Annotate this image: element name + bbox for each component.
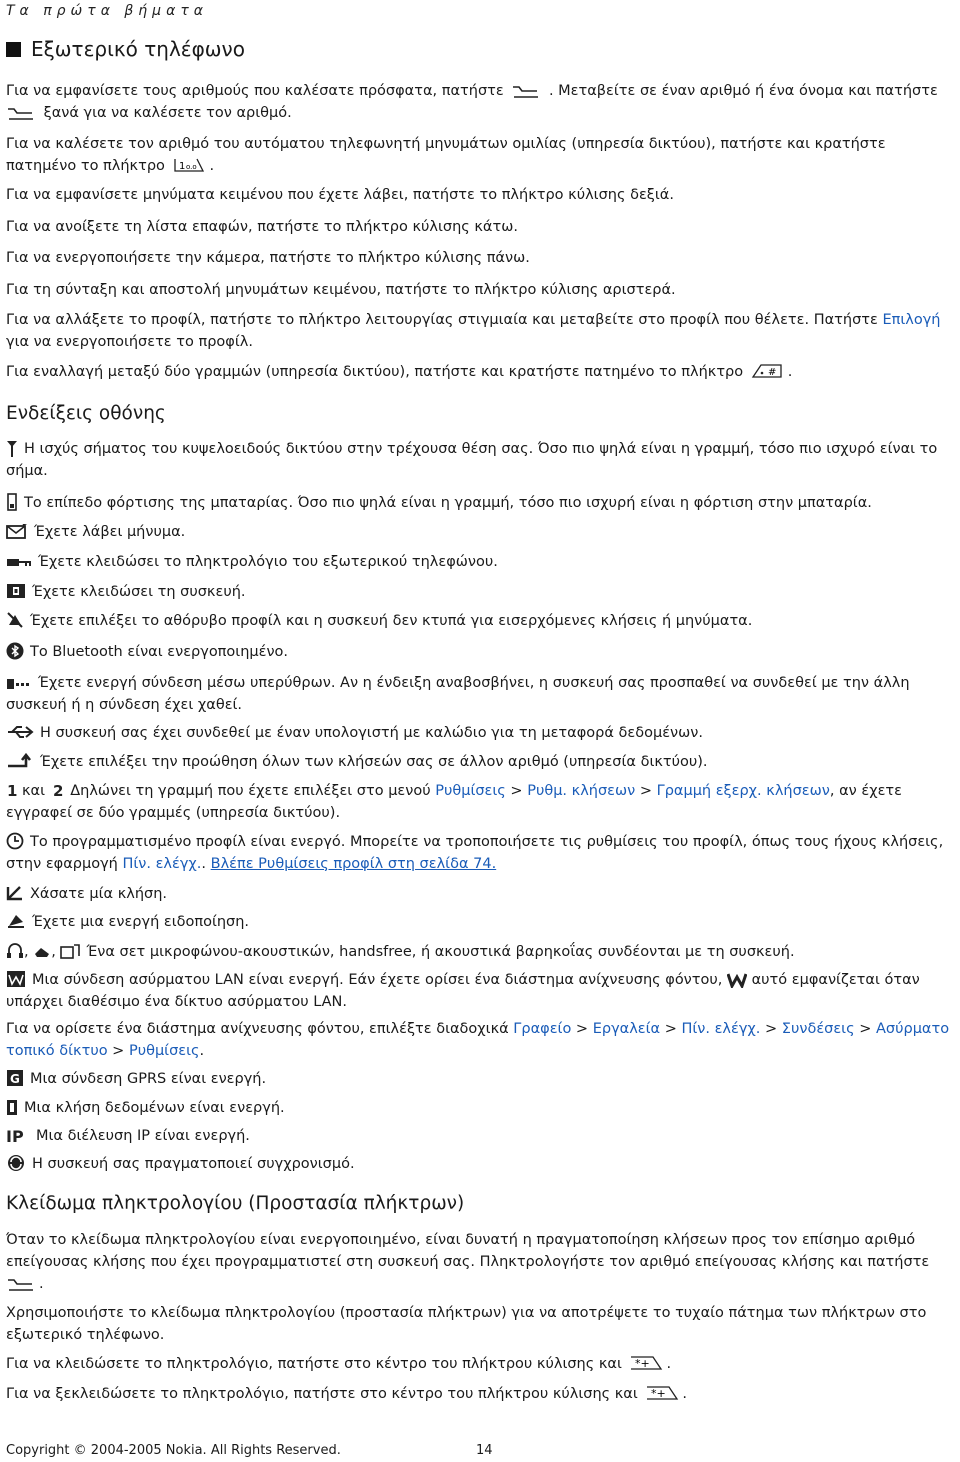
wlan-available-icon xyxy=(727,972,747,988)
para-profile: Για να αλλάξετε το προφίλ, πατήστε το πλήκτρο λειτουργίας στιγμιαία και μεταβείτε στο προφίλ που θέλετε. Πατήστε Επιλογή για να ενεργοποιήσετε το προφίλ. xyxy=(6,312,941,350)
missed-call-icon xyxy=(6,884,24,902)
svg-text:1: 1 xyxy=(7,782,18,799)
wlan-active-icon xyxy=(6,970,26,988)
indicators-heading: Ενδείξεις οθόνης xyxy=(6,403,166,424)
section-title-text: Εξωτερικό τηλέφωνο xyxy=(31,37,245,61)
ind-battery: Το επίπεδο φόρτισης της μπαταρίας. Όσο πιο ψηλά είναι η γραμμή, τόσο πιο ισχυρή είναι η φόρτιση στην μπαταρία. xyxy=(6,492,956,514)
ind-ip: IP Μια διέλευση IP είναι ενεργή. xyxy=(6,1127,250,1144)
keyguard-heading: Κλείδωμα πληκτρολογίου (Προστασία πλήκτρων) xyxy=(6,1193,465,1214)
star-key-icon xyxy=(645,1384,679,1402)
ind-wlan: Μια σύνδεση ασύρματου LAN είναι ενεργή. Εάν έχετε ορίσει ένα διάστημα ανίχνευσης φόντου, αυτό εμφανίζεται όταν υπάρχει διαθέσιμο ένα δίκτυο ασύρματου LAN. xyxy=(6,972,920,1010)
link-outgoing-line: Γραμμή εξερχ. κλήσεων xyxy=(656,783,830,799)
key-1-icon xyxy=(173,156,207,174)
star-key-icon xyxy=(629,1354,663,1372)
ind-infrared: Έχετε ενεργή σύνδεση μέσω υπερύθρων. Αν η ένδειξη αναβοσβήνει, η συσκευή σας προσπαθεί να συνδεθεί με την άλλη συσκευή ή η σύνδεση έχει χαθεί. xyxy=(6,675,910,713)
para-camera: Για να ενεργοποιήσετε την κάμερα, πατήστε το πλήκτρο κύλισης πάνω. xyxy=(6,250,530,266)
para-keyguard-use: Χρησιμοποιήστε το κλείδωμα πληκτρολογίου (προστασία πλήκτρων) για να αποτρέψετε το τυχαίο πάτημα των πλήκτρων στο εξωτερικό τηλέφωνο. xyxy=(6,1305,927,1343)
svg-text:*+: *+ xyxy=(651,1387,667,1400)
profile-settings-ref-link[interactable]: Βλέπε Ρυθμίσεις προφίλ στη σελίδα 74. xyxy=(210,856,497,872)
link-settings: Ρυθμίσεις xyxy=(435,783,506,799)
para-keyguard-lock: Για να κλειδώσετε το πληκτρολόγιο, πατήστε στο κέντρο του πλήκτρου κύλισης και *+ . xyxy=(6,1356,672,1372)
para-contacts: Για να ανοίξετε τη λίστα επαφών, πατήστε το πλήκτρο κύλισης κάτω. xyxy=(6,219,518,235)
ind-alarm: Έχετε μια ενεργή ειδοποίηση. xyxy=(6,911,956,933)
link-wlan: Ασύρματο τοπικό δίκτυο xyxy=(6,1021,950,1059)
svg-text:G: G xyxy=(10,1072,20,1086)
para-line-switch: Για εναλλαγή μεταξύ δύο γραμμών (υπηρεσία δικτύου), πατήστε και κρατήστε πατημένο το πλήκτρο # . xyxy=(6,364,793,380)
ip-passthrough-icon xyxy=(6,1126,30,1144)
link-call-settings: Ρυθμ. κλήσεων xyxy=(527,783,636,799)
ind-devicelock: Έχετε κλειδώσει τη συσκευή. xyxy=(6,581,956,603)
running-header: Τα πρώτα βήματα xyxy=(6,3,208,19)
page-number: 14 xyxy=(476,1443,493,1458)
para-voicemail: Για να καλέσετε τον αριθμό του αυτόματου τηλεφωνητή μηνυμάτων ομιλίας (υπηρεσία δικτύου), πατήστε και κρατήστε πατημένο το πλήκτρο 1 o.o . xyxy=(6,136,886,174)
ind-headset: , , Ένα σετ μικροφώνου-ακουστικών, handsfree, ή ακουστικά βαρηκοΐας συνδέονται με τη συσκευή. xyxy=(6,941,956,963)
keypad-lock-icon xyxy=(6,554,32,570)
ind-bluetooth: Το Bluetooth είναι ενεργοποιημένο. xyxy=(6,641,956,663)
link-tools: Εργαλεία xyxy=(592,1021,661,1037)
call-key-icon xyxy=(6,1276,36,1292)
usb-cable-icon xyxy=(6,723,34,741)
link-control-panel: Πίν. ελέγχ. xyxy=(122,856,202,872)
call-key-icon xyxy=(6,105,36,121)
loopset-icon xyxy=(60,942,80,960)
ind-keylock: Έχετε κλειδώσει το πληκτρολόγιο του εξωτερικού τηλεφώνου. xyxy=(6,551,956,573)
svg-text:#: # xyxy=(767,367,777,378)
headset-icon xyxy=(6,942,24,960)
link-control-panel-2: Πίν. ελέγχ. xyxy=(681,1021,761,1037)
hash-key-icon xyxy=(751,362,785,380)
square-bullet-icon xyxy=(6,42,21,57)
ind-signal: Η ισχύς σήματος του κυψελοειδούς δικτύου στην τρέχουσα θέση σας. Όσο πιο ψηλά είναι η γραμμή, τόσο πιο ισχυρό είναι το σήμα. xyxy=(6,441,938,479)
line-1-icon xyxy=(6,781,18,799)
line-2-icon xyxy=(52,781,66,799)
call-key-icon xyxy=(511,83,541,99)
bluetooth-icon xyxy=(6,642,24,660)
select-option-link: Επιλογή xyxy=(882,312,941,328)
ind-missed: Χάσατε μία κλήση. xyxy=(6,883,956,905)
silent-profile-icon xyxy=(6,611,24,629)
ind-gprs: G Μια σύνδεση GPRS είναι ενεργή. xyxy=(6,1068,956,1090)
envelope-icon xyxy=(6,524,28,540)
ind-lines: 1 και 2 Δηλώνει τη γραμμή που έχετε επιλέξει στο μενού Ρυθμίσεις > Ρυθμ. κλήσεων > Γραμμή εξερχ. κλήσεων, αν έχετε εγγραφεί σε δύο γραμμές (υπηρεσία δικτύου). xyxy=(6,782,902,821)
signal-icon xyxy=(6,439,18,457)
ind-message: Έχετε λάβει μήνυμα. xyxy=(6,521,956,543)
svg-text:*+: *+ xyxy=(635,1357,651,1370)
svg-text:2: 2 xyxy=(52,782,64,799)
call-divert-icon xyxy=(6,752,34,770)
clock-icon xyxy=(6,832,24,850)
ind-timed: Το προγραμματισμένο προφίλ είναι ενεργό. Μπορείτε να τροποποιήσετε τις ρυθμίσεις του προφίλ, όπως τους ήχους κλήσεις, στην εφαρμογή Πίν. ελέγχ.. Βλέπε Ρυθμίσεις προφίλ στη σελίδα 74. xyxy=(6,834,944,872)
para-wlan-settings: Για να ορίσετε ένα διάστημα ανίχνευσης φόντου, επιλέξτε διαδοχικά Γραφείο > Εργαλεία > Πίν. ελέγχ. > Συνδέσεις > Ασύρματο τοπικό δίκτυο > Ρυθμίσεις. xyxy=(6,1021,950,1059)
para-keyguard-unlock: Για να ξεκλειδώσετε το πληκτρολόγιο, πατήστε στο κέντρο του πλήκτρου κύλισης και *+ . xyxy=(6,1386,687,1402)
device-lock-icon xyxy=(6,582,26,600)
svg-text:1: 1 xyxy=(178,161,185,172)
ind-data-call: Μια κλήση δεδομένων είναι ενεργή. xyxy=(6,1097,956,1119)
battery-icon xyxy=(6,493,18,511)
gprs-icon xyxy=(6,1069,24,1087)
sync-icon xyxy=(6,1154,26,1172)
para-messages: Για να εμφανίσετε μηνύματα κειμένου που έχετε λάβει, πατήστε το πλήκτρο κύλισης δεξιά. xyxy=(6,187,674,203)
ind-sync: Η συσκευή σας πραγματοποιεί συγχρονισμό. xyxy=(6,1153,956,1175)
svg-text:IP: IP xyxy=(6,1127,24,1144)
ind-divert: Έχετε επιλέξει την προώθηση όλων των κλήσεών σας σε άλλον αριθμό (υπηρεσία δικτύου). xyxy=(6,751,956,773)
alarm-bell-icon xyxy=(6,912,26,930)
svg-text:o.o: o.o xyxy=(185,163,197,171)
ind-silent: Έχετε επιλέξει το αθόρυβο προφίλ και η συσκευή δεν κτυπά για εισερχόμενες κλήσεις ή μηνύματα. xyxy=(6,610,956,632)
link-office: Γραφείο xyxy=(513,1021,572,1037)
para-keyguard-emergency: Όταν το κλείδωμα πληκτρολογίου είναι ενεργοποιημένο, είναι δυνατή η πραγματοποίηση κλήσεων προς τον επίσημο αριθμό επείγουσας κλήσης που έχει προγραμματιστεί στη συσκευή σας. Πληκτρολογήστε τον αριθμό επείγουσας κλήσης και πατήστε . xyxy=(6,1232,930,1292)
link-connections: Συνδέσεις xyxy=(781,1021,855,1037)
handsfree-icon xyxy=(33,942,51,960)
infrared-icon xyxy=(6,675,32,691)
data-call-icon xyxy=(6,1098,18,1116)
para-compose: Για τη σύνταξη και αποστολή μηνυμάτων κειμένου, πατήστε το πλήκτρο κύλισης αριστερά. xyxy=(6,282,676,298)
copyright-footer: Copyright © 2004-2005 Nokia. All Rights Reserved. xyxy=(6,1443,341,1458)
section-title xyxy=(6,38,245,60)
ind-usb: Η συσκευή σας έχει συνδεθεί με έναν υπολογιστή με καλώδιο για τη μεταφορά δεδομένων. xyxy=(6,722,956,744)
para-recent-calls: Για να εμφανίσετε τους αριθμούς που καλέσατε πρόσφατα, πατήστε . Μεταβείτε σε έναν αριθμό ή ένα όνομα και πατήστε ξανά για να καλέσετε τον αριθμό. xyxy=(6,83,938,121)
link-settings-2: Ρυθμίσεις xyxy=(128,1043,200,1059)
